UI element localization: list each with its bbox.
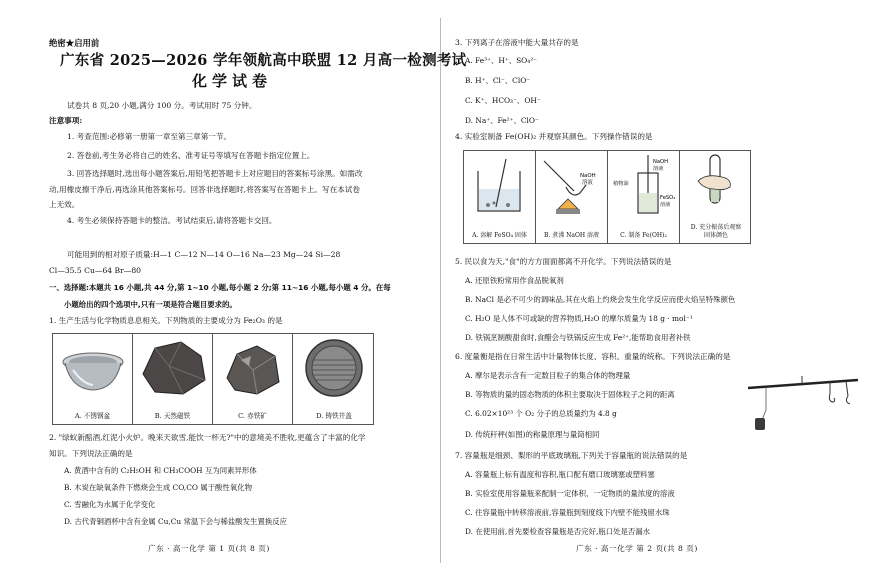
page-2 [448,0,870,578]
notice-line: 3. 回答选择题时,选出每小题答案后,用铅笔把答题卡上对应题目的答案标号涂黑。如需改 [67,169,363,178]
section-heading: 一、选择题:本题共 16 小题,共 44 分,第 1~10 小题,每小题 2 分;第 11~16 小题,每小题 4 分。在每 [49,283,391,292]
option-a-label: A. 溶解 FeSO₄ 固体 [472,232,527,239]
question-7-option-c: C. 往容量瓶中转移溶液前,容量瓶到刻度线下内壁不能残留水珠 [465,508,670,517]
notice-heading: 注意事项: [49,116,83,125]
notice-line: 4. 考生必须保持答题卡的整洁。考试结束后,请将答题卡交回。 [67,216,277,225]
exam-info: 试卷共 8 页,20 小题,满分 100 分。考试用时 75 分钟。 [67,101,257,110]
label-solution: 溶液 [653,166,664,172]
label-solution: 溶液 [582,180,593,186]
subject-title: 化学试卷 [192,72,273,90]
question-2-option-b: B. 木炭在缺氧条件下燃烧会生成 CO,CO 属于酸性氧化物 [64,483,252,492]
label-solution: 溶液 [660,202,671,208]
page-footer: 广东 · 高一化学 第 2 页(共 8 页) [576,544,698,553]
option-c-label: C. 制备 Fe(OH)₂ [620,232,667,239]
option-image-c [608,151,680,243]
shake-tube-image [680,151,752,221]
hematite-image [213,334,293,404]
option-b-label: B. 天然磁铁 [154,412,191,420]
question-1-stem: 1. 生产生活与化学物质息息相关。下列物质的主要成分为 Fe₂O₃ 的是 [49,316,283,325]
page-footer: 广东 · 高一化学 第 1 页(共 8 页) [148,544,270,553]
atomic-masses-line1: 可能用到的相对原子质量:H—1 C—12 N—14 O—16 Na—23 Mg—24 Si—28 [67,250,341,259]
question-5-option-b: B. NaCl 是必不可少的调味品,其在火焰上灼烧会发生化学反应而使火焰呈特殊颜色 [465,295,736,304]
beaker-dissolve-image [464,151,536,221]
question-7-option-a: A. 容量瓶上标有温度和容积,瓶口配有磨口玻璃塞或塑料塞 [465,470,655,479]
option-image-d [293,334,375,424]
magnetite-image [133,334,213,404]
steelyard-image [744,374,864,436]
boiling-naoh-image [536,151,608,221]
question-3-option-c: C. K⁺、HCO₃⁻、OH⁻ [465,96,541,105]
label-naoh: NaOH [653,159,669,165]
question-6-option-d: D. 传统秆秤(如图)的称量原理与量筒相同 [465,430,600,439]
question-1-figure [52,333,374,425]
exam-title: 广东省 2025—2026 学年领航高中联盟 12 月高一检测考试 [60,52,467,69]
notice-line: 动,用橡皮擦干净后,再选涂其他答案标号。回答非选择题时,将答案写在答题卡上。写在本试卷 [49,185,360,194]
question-6-stem: 6. 度量衡是指在日常生活中计量物体长度、容积、重量的统称。下列说法正确的是 [455,352,731,361]
section-heading: 小题给出的四个选项中,只有一项是符合题目要求的。 [64,300,237,309]
question-5-option-a: A. 还原铁粉常用作食品脱氧剂 [465,276,564,285]
notice-line: 上无效。 [49,200,80,209]
option-c-label: C. 赤铁矿 [238,412,267,420]
question-5-option-c: C. H₂O 是人体不可或缺的营养物质,H₂O 的摩尔质量为 18 g · mol⁻¹ [465,314,693,323]
question-2-stem: 知识。下列说法正确的是 [49,449,133,458]
label-naoh: NaOH [580,173,596,179]
prepare-fe-oh2-image [608,151,680,221]
question-3-option-d: D. Na⁺、Fe²⁺、ClO⁻ [465,116,539,125]
question-3-option-a: A. Fe³⁺、H⁺、SO₄²⁻ [465,56,538,65]
question-7-option-b: B. 实验室使用容量瓶来配制一定体积、一定物质的量浓度的溶液 [465,489,675,498]
option-image-a [53,334,133,424]
question-6-option-b: B. 等物质的量的固态物质的体积主要取决于固体粒子之间的距离 [465,390,675,399]
label-feso4: FeSO₄ [660,195,676,201]
option-image-d [680,151,752,243]
question-2-stem: 2. "绿蚁新醅酒,红泥小火炉。晚来天欲雪,能饮一杯无?"中的意境美不胜收,更蕴含了丰富的化学 [49,433,366,442]
option-d-label-line2: 固体颜色 [703,232,728,239]
option-a-label: A. 不锈钢盆 [74,412,111,420]
question-4-stem: 4. 实验室制备 Fe(OH)₂ 并观察其颜色。下列操作错误的是 [455,132,653,141]
label-oil: 植物油 [613,181,629,187]
option-d-label: D. 铸铁井盖 [316,412,352,420]
option-image-b [536,151,608,243]
option-image-c [213,334,293,424]
notice-line: 1. 考查范围:必修第一册第一章至第三章第一节。 [67,132,232,141]
question-2-option-d: D. 古代青铜酒杯中含有金属 Cu,Cu 常温下会与稀盐酸发生置换反应 [64,517,288,526]
column-divider [440,18,441,563]
option-image-b [133,334,213,424]
option-d-label: D. 充分振荡后观察 [690,224,742,231]
question-6-option-a: A. 摩尔是表示含有一定数目粒子的集合体的物理量 [465,371,631,380]
question-4-figure [463,150,751,244]
question-3-stem: 3. 下列离子在溶液中能大量共存的是 [455,38,579,47]
question-2-option-a: A. 黄酒中含有的 C₂H₅OH 和 CH₃COOH 互为同素异形体 [64,466,257,475]
steel-bowl-image [53,334,133,404]
question-6-option-c: C. 6.02×10²³ 个 O₂ 分子的总质量约为 4.8 g [465,409,617,418]
secret-label: 绝密★启用前 [49,38,100,48]
question-7-stem: 7. 容量瓶是细颈、梨形的平底玻璃瓶,下列关于容量瓶的说法错误的是 [455,451,688,460]
question-2-option-c: C. 雪融化为水属于化学变化 [64,500,156,509]
atomic-masses-line2: Cl—35.5 Cu—64 Br—80 [49,266,141,275]
question-5-stem: 5. 民以食为天,"食"的方方面面都离不开化学。下列说法错误的是 [455,257,672,266]
manhole-cover-image [293,334,375,404]
option-b-label: B. 煮沸 NaOH 溶液 [543,232,600,239]
option-image-a [464,151,536,243]
question-7-option-d: D. 在使用前,首先要检查容量瓶是否完好,瓶口处是否漏水 [465,527,651,536]
notice-line: 2. 答卷前,考生务必将自己的姓名、准考证号等填写在答题卡指定位置上。 [67,151,315,160]
question-5-option-d: D. 铁锅烹制酸甜食时,食醋会与铁锅反应生成 Fe²⁺,能帮助食用者补铁 [465,333,691,342]
question-3-option-b: B. H⁺、Cl⁻、ClO⁻ [465,76,531,85]
